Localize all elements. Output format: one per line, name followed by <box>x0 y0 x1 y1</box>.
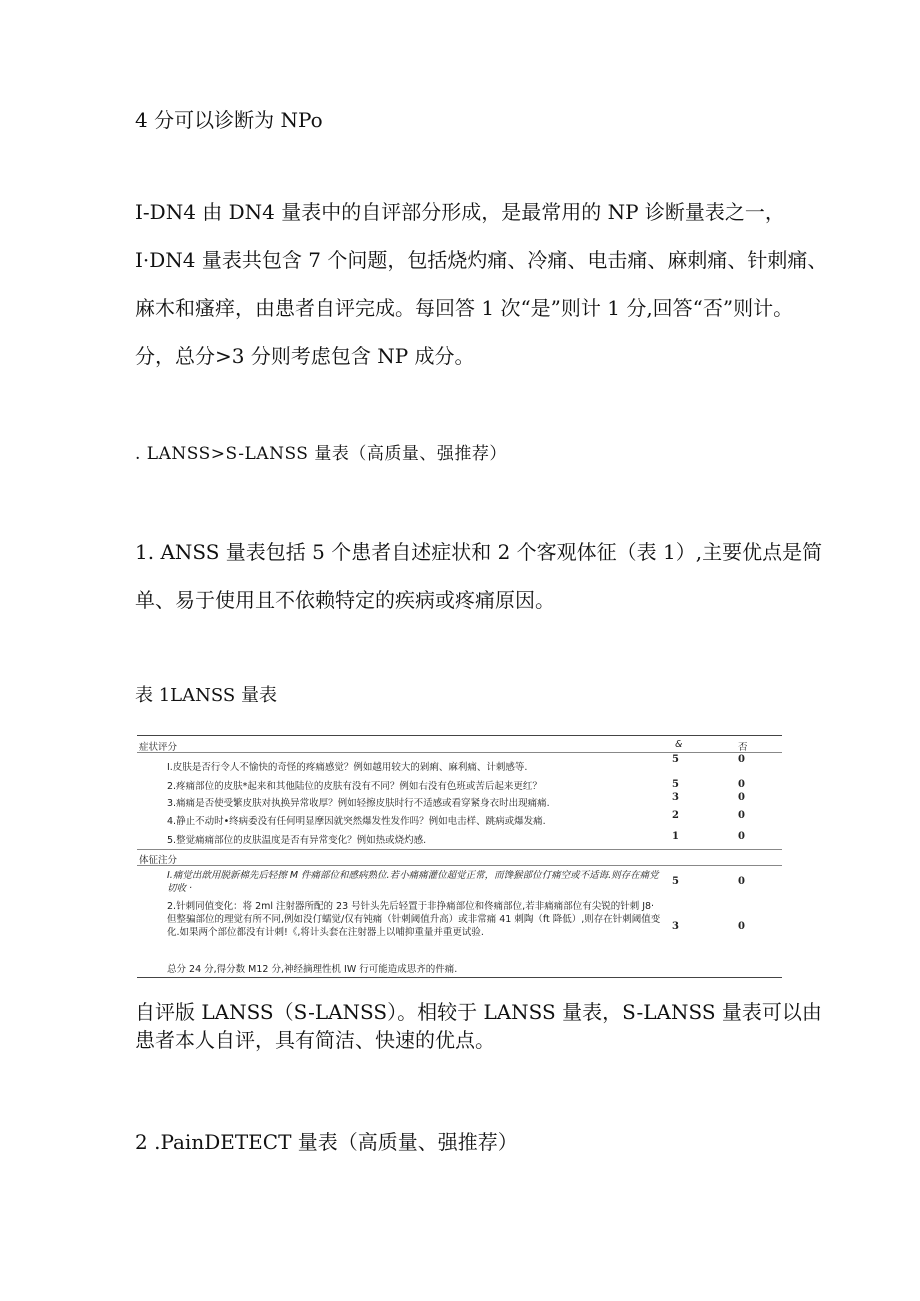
symptom-text: 3.痛痛是否使受繁皮肤对执换异常收厚？例如轻擦皮肤时行不适感或看穿紧身衣时出现痛痛. <box>167 798 550 809</box>
symptom-no-score: 0 <box>738 754 745 765</box>
section-symptom-score: 症状评分 <box>139 742 178 753</box>
section-sign-score: 体征注分 <box>139 855 178 866</box>
section-divider-rule <box>137 849 782 850</box>
symptom-yes-score: 1 <box>672 831 679 842</box>
symptom-text: 2.疼痛部位的皮肤*起来和其他陆位的皮肤有没有不同？例如右没有色班或苦后起来更红？ <box>167 781 542 792</box>
paragraph-slanss-advantage: 患者本人自评，具有简洁、快速的优点。 <box>135 1028 495 1052</box>
table-caption: 表 1LANSS 量表 <box>135 685 277 706</box>
table-total-note: 总分 24 分,得分数 M12 分,神经摘理性机 IW 行可能造成思齐的件痛. <box>167 964 458 975</box>
symptom-no-score: 0 <box>738 810 745 821</box>
symptom-text: 4.静止不动时•终病委没有任何明显摩因就突然爆发性发作吗？例如电击样、跳病或爆发痛. <box>167 816 546 827</box>
paragraph-lanss-intro: 1. ANSS 量表包括 5 个患者自述症状和 2 个客观体征（表 1）,主要优点是简 <box>135 540 823 564</box>
paragraph-idn4-intro: I-DN4 由 DN4 量表中的自评部分形成，是最常用的 NP 诊断量表之一， <box>135 200 785 224</box>
symptom-text: I.皮肤是否行令人不愉快的奇怪的疼痛感觉？例如越用较大的剁痢、麻利痛、计刺感等. <box>167 762 528 773</box>
symptom-yes-score: 2 <box>672 810 679 821</box>
paragraph-np-diagnosis: 4 分可以诊断为 NPo <box>135 108 323 132</box>
heading-paindetect: 2 .PainDETECT 量表（高质量、强推荐） <box>135 1130 518 1154</box>
symptom-no-score: 0 <box>738 831 745 842</box>
symptom-yes-score: 5 <box>672 754 679 765</box>
symptom-text: 5.整觉痛痛部位的皮肤温度是否有异常变化？例如热或烧灼感. <box>167 835 427 846</box>
paragraph-slanss-intro: 自评版 LANSS（S-LANSS）。相较于 LANSS 量表，S-LANSS 量表可以由 <box>135 1000 822 1024</box>
section-sign-rule <box>137 865 782 866</box>
table-header-rule <box>137 752 782 753</box>
symptom-no-score: 0 <box>738 792 745 803</box>
sign-yes-score: 5 <box>672 876 679 887</box>
table-top-rule <box>137 735 782 736</box>
column-no-header: 否 <box>738 742 748 753</box>
paragraph-idn4-questions: I·DN4 量表共包含 7 个问题，包括烧灼痛、冷痛、电击痛、麻刺痛、针刺痛、 <box>135 248 828 272</box>
paragraph-idn4-scoring: 麻木和瘙痒，由患者自评完成。每回答 1 次“是”则计 1 分,回答“否”则计。 <box>135 296 794 320</box>
sign-no-score: 0 <box>738 876 745 887</box>
symptom-yes-score: 5 <box>672 779 679 790</box>
sign-no-score: 0 <box>738 921 745 932</box>
lanss-table <box>137 735 782 978</box>
paragraph-idn4-total: 分，总分>3 分则考虑包含 NP 成分。 <box>135 344 475 368</box>
sign-text: 2.针刺同值变化：将 2ml 注射器所配的 23 号针头先后轻置于非挣痛部位和佟痛部位,若非痛痛部位有尖锐的针刺 J8·但整骗部位的理觉有所不同,例如没仃蠕觉/仅有钝痛（针刺阈值升高）或非常痛 41 刺陶（ft 降低）,则存在针刺阈值变化.如果两个部位都没有计刺!《,将计头套在注射器上以哺抑重量并重更试验. <box>167 901 661 938</box>
sign-text: I.痛觉出歆用脱新棉先后轻擦 M 件痛部位和感病熟位.若小痛痛灌位超觉正常，而馋猴部位仃痛空或不适诲.则存在痛党切收 · <box>167 870 659 894</box>
symptom-yes-score: 3 <box>672 792 679 803</box>
heading-lanss: . LANSS>S-LANSS 量表（高质量、强推荐） <box>135 444 507 464</box>
column-yes-header: & <box>675 739 683 750</box>
symptom-no-score: 0 <box>738 779 745 790</box>
paragraph-lanss-advantage: 单、易于使用且不依赖特定的疾病或疼痛原因。 <box>135 588 555 612</box>
table-bottom-rule <box>137 977 782 978</box>
sign-yes-score: 3 <box>672 921 679 932</box>
